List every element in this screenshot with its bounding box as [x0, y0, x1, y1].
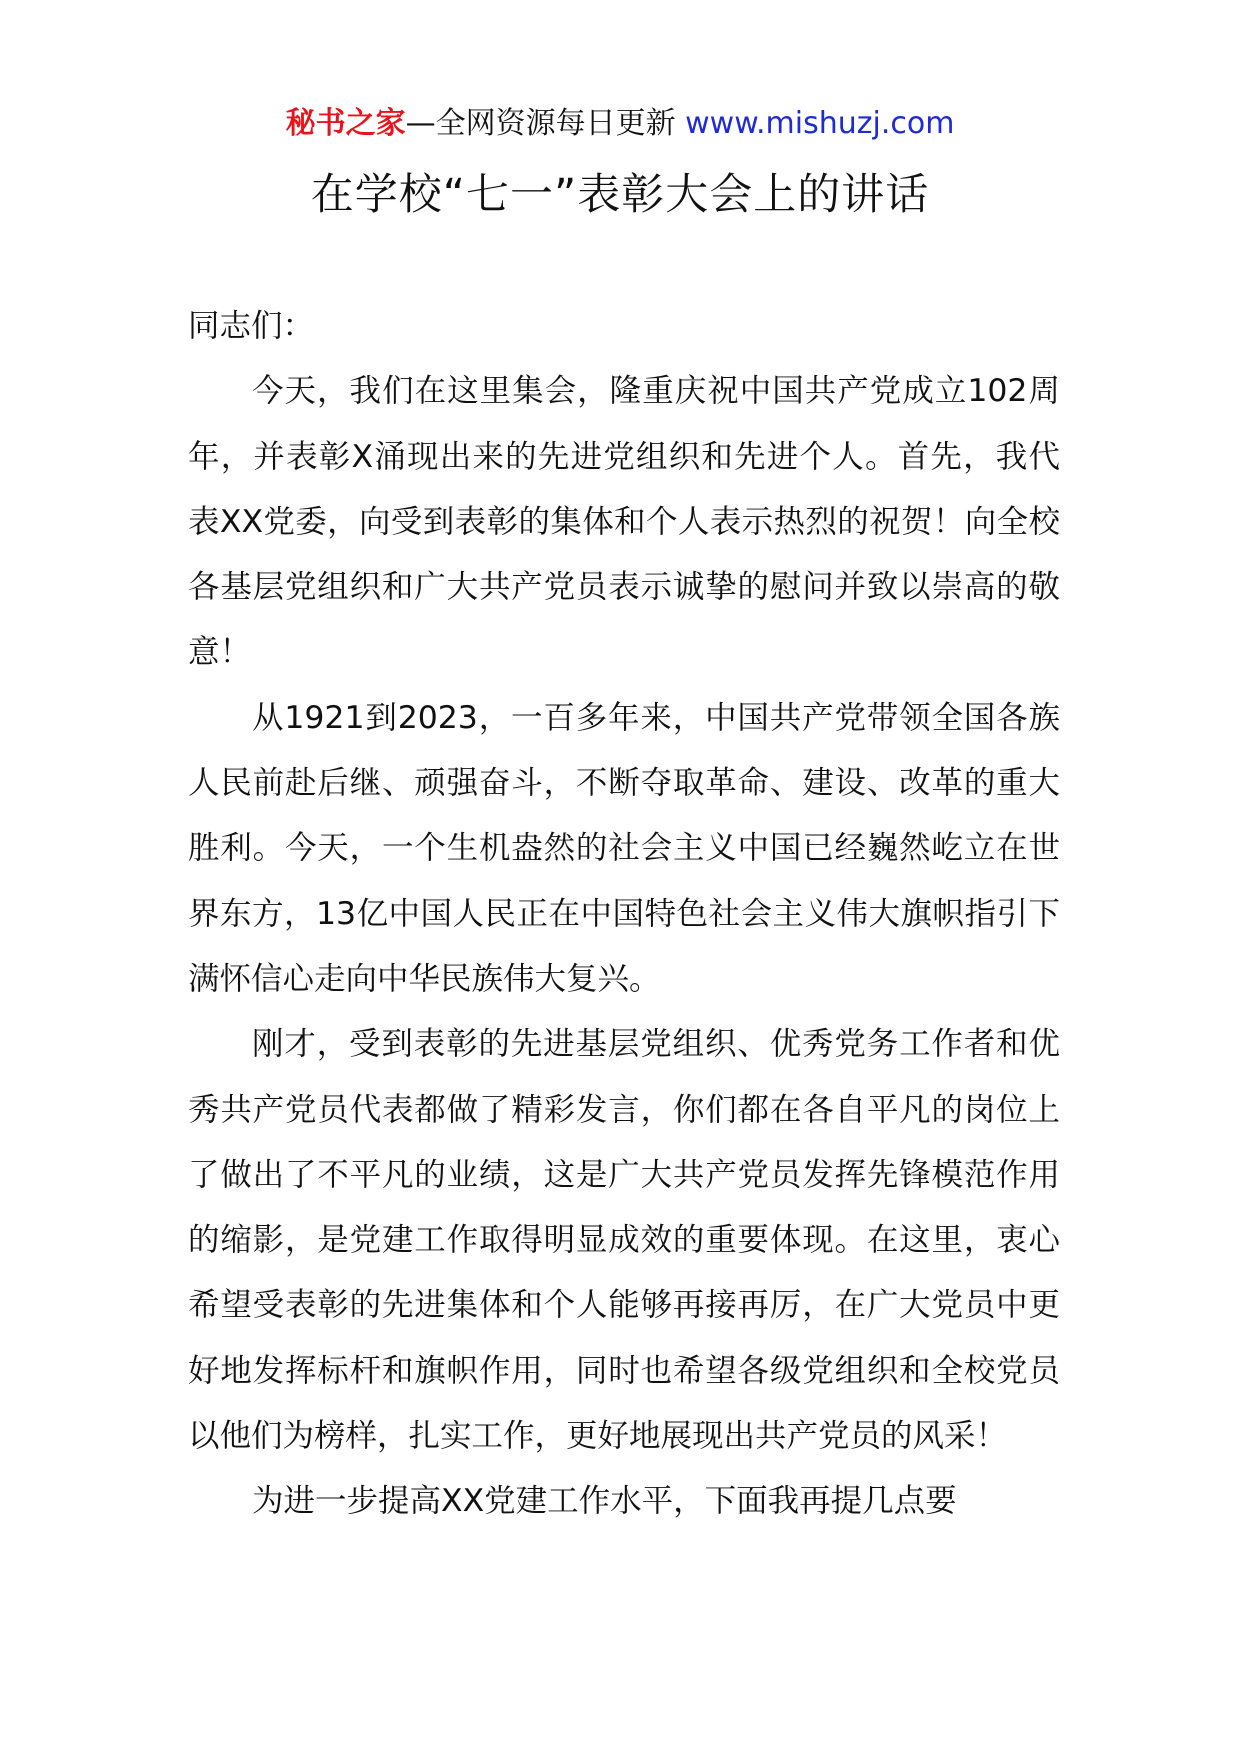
paragraph: 今天，我们在这里集会，隆重庆祝中国共产党成立102周年，并表彰X涌现出来的先进党组织和先进个人。首先，我代表XX党委，向受到表彰的集体和个人表示热烈的祝贺！向全校各基层党组织和广大共产党员表示诚挚的慰问并致以崇高的敬意！	[188, 373, 1060, 671]
paragraph: 从1921到2023，一百多年来，中国共产党带领全国各族人民前赴后继、顽强奋斗，不断夺取革命、建设、改革的重大胜利。今天，一个生机盎然的社会主义中国已经巍然屹立在世界东方，13亿中国人民正在中国特色社会主义伟大旗帜指引下满怀信心走向中华民族伟大复兴。	[188, 699, 1060, 997]
document-title: 在学校“七一”表彰大会上的讲话	[310, 170, 930, 220]
salutation: 同志们：	[188, 308, 315, 344]
paragraph: 刚才，受到表彰的先进基层党组织、优秀党务工作者和优秀共产党员代表都做了精彩发言，你们都在各自平凡的岗位上了做出了不平凡的业绩，这是广大共产党员发挥先锋模范作用的缩影，是党建工作取得明显成效的重要体现。在这里，衷心希望受表彰的先进集体和个人能够再接再厉，在广大党员中更好地发挥标杆和旗帜作用，同时也希望各级党组织和全校党员以他们为榜样，扎实工作，更好地展现出共产党员的风采！	[188, 1026, 1060, 1455]
site-tagline: —全网资源每日更新	[405, 106, 686, 141]
document-body	[188, 294, 1060, 1535]
site-brand: 秘书之家	[285, 106, 406, 141]
paragraph: 为进一步提高XX党建工作水平，下面我再提几点要	[252, 1483, 957, 1520]
site-url-link[interactable]: www.mishuzj.com	[685, 106, 955, 141]
site-header	[0, 100, 1240, 148]
